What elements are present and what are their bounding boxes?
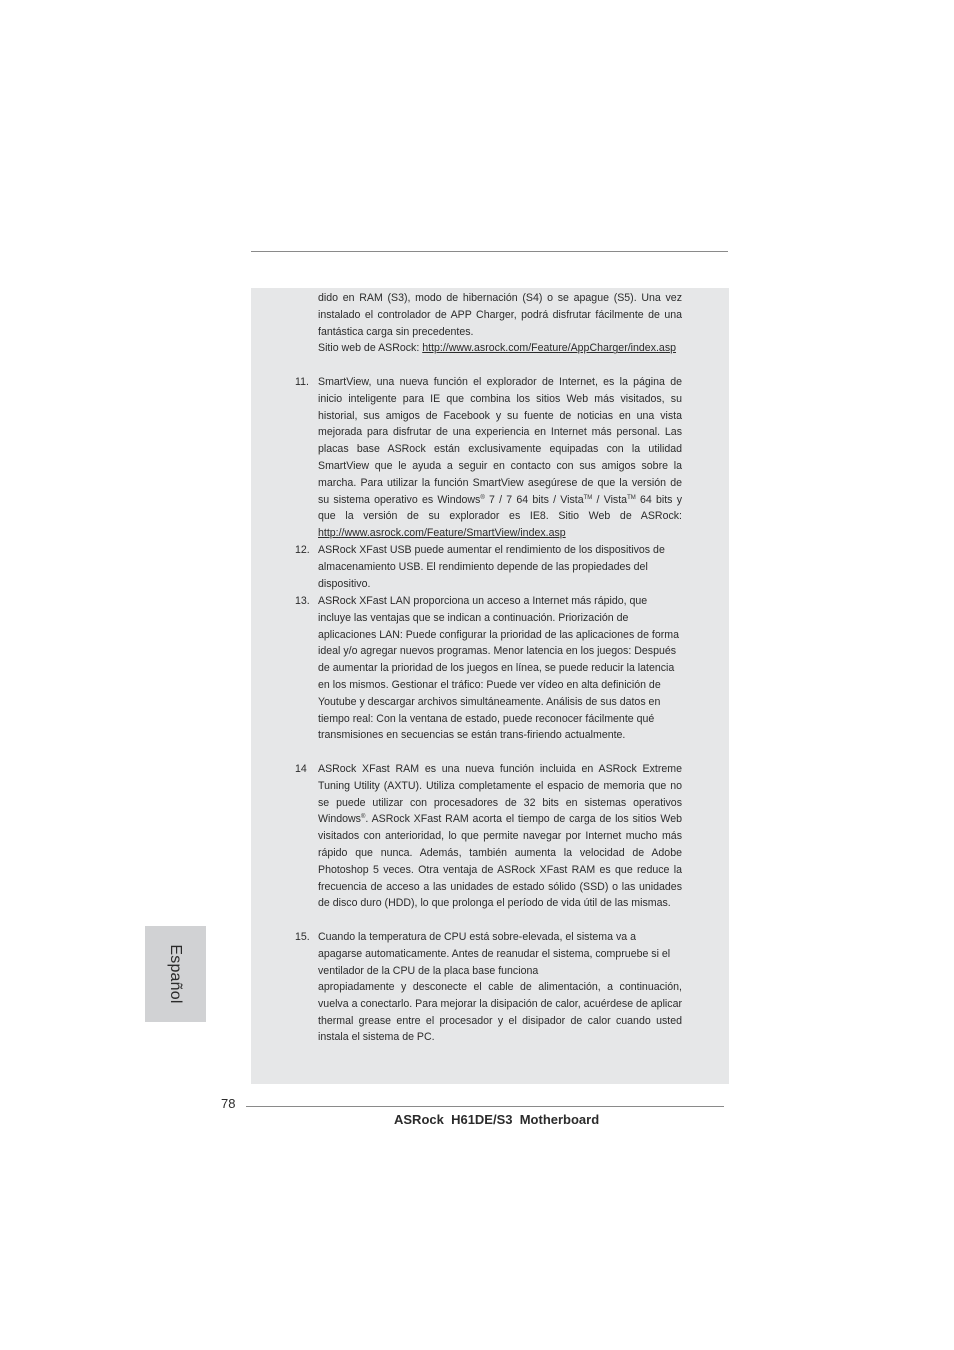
item-number: 14 [295, 763, 307, 775]
item-xfast-usb: ASRock XFast USB puede aumentar el rendimiento de los dispositivos de almacenamiento USB. El rendimiento depende de las propiedades del dispositivo. [318, 544, 665, 590]
item-text: / Vista [592, 493, 628, 506]
appcharger-link[interactable]: http://www.asrock.com/Feature/AppCharger/index.asp [422, 342, 677, 355]
registered-mark: ® [360, 814, 366, 821]
smartview-link[interactable]: http://www.asrock.com/Feature/SmartView/index.asp [318, 527, 566, 540]
item-number: 12. [295, 544, 310, 556]
intro-text: dido en RAM (S3), modo de hibernación (S4) o se apague (S5). Una vez instalado el controlador de APP Charger, podrá disfrutar fácilmente de una fantástica carga sin precedentes. [318, 292, 682, 338]
trademark-mark: TM [583, 494, 593, 501]
item-text: ASRock XFast RAM es una nueva función incluida en ASRock Extreme Tuning Utility (AXTU). Utiliza completamente el espacio de memoria que no se puede utilizar con procesadores de 32 bits en sistemas operativos Windows [318, 763, 682, 826]
item-text: 7 / 7 64 bits / Vista [484, 493, 584, 506]
language-label: Español [167, 944, 184, 1004]
item-number: 15. [295, 931, 310, 943]
item-text: . ASRock XFast RAM acorta el tiempo de carga de los sitios Web visitados con anterioridad, lo que permite navegar por Internet mucho más rápido que nunca. Además, también aumenta la velocidad de Adobe Photoshop 5 veces. Otra ventaja de ASRock XFast RAM es que reduce la frecuencia de acceso a las unidades de estado sólido (SSD) o las unidades de disco duro (HDD), lo que prolonga el período de vida útil de las mismas. [318, 813, 682, 910]
language-side-tab [145, 926, 206, 1022]
header-rule [251, 251, 728, 252]
intro-paragraph [318, 290, 682, 357]
item-number: 11. [295, 376, 309, 388]
item-cpu-temperature-a: Cuando la temperatura de CPU está sobre-elevada, el sistema va a apagarse automaticamente. Antes de reanudar el sistema, compruebe si el ventilador de la CPU de la placa base funciona [318, 931, 671, 977]
item-xfast-lan: ASRock XFast LAN proporciona un acceso a Internet más rápido, que incluye las ventajas que se indican a continuación. Priorización de aplicaciones LAN: Puede configurar la prioridad de las aplicaciones de forma ideal y/o agregar nuevos programas. Menor latencia en los juegos: Después de aumentar la prioridad de los juegos en línea, se puede reducir la latencia en los mismos. Gestionar el tráfico: Puede ver vídeo en alta definición de Youtube y descargar archivos simultáneamente. Análisis de sus datos en tiempo real: Con la ventana de estado, puede reconocer fácilmente qué transmisiones en secuencias se están trans-firiendo actualmente. [318, 595, 679, 742]
intro-site-label: Sitio web de ASRock: [318, 342, 423, 355]
page-number: 78 [221, 1096, 236, 1111]
footer-rule [246, 1106, 724, 1107]
content-panel [251, 288, 729, 1084]
item-cpu-temperature-b: apropiadamente y desconecte el cable de alimentación, a continuación, vuelva a conectarlo. Para mejorar la disipación de calor, acuérdese de aplicar thermal grease entre el procesador y el disipador de calor cuando usted instala el sistema de PC. [318, 981, 682, 1044]
item-text: SmartView, una nueva función el explorador de Internet, es la página de inicio inteligente para IE que combina los sitios Web más visitados, su historial, sus amigos de Facebook y su fuente de noticias en una vista mejorada para disfrutar de una experiencia en Internet más personal. Las placas base ASRock están exclusivamente equipadas con la utilidad SmartView que le ayuda a seguir en contacto con sus amigos sobre la marcha. Para utilizar la función SmartView asegúrese de que la versión de su sistema operativo es Windows [318, 376, 682, 506]
item-xfast-ram [318, 761, 682, 912]
item-smartview [318, 374, 682, 542]
trademark-mark: TM [627, 494, 636, 501]
item-text: 64 bits y que la versión de su explorador es IE8. Sitio Web de ASRock: [318, 493, 682, 523]
footer-title: ASRock H61DE/S3 Motherboard [394, 1112, 600, 1127]
registered-mark: ® [480, 494, 485, 501]
item-number: 13. [295, 595, 310, 607]
